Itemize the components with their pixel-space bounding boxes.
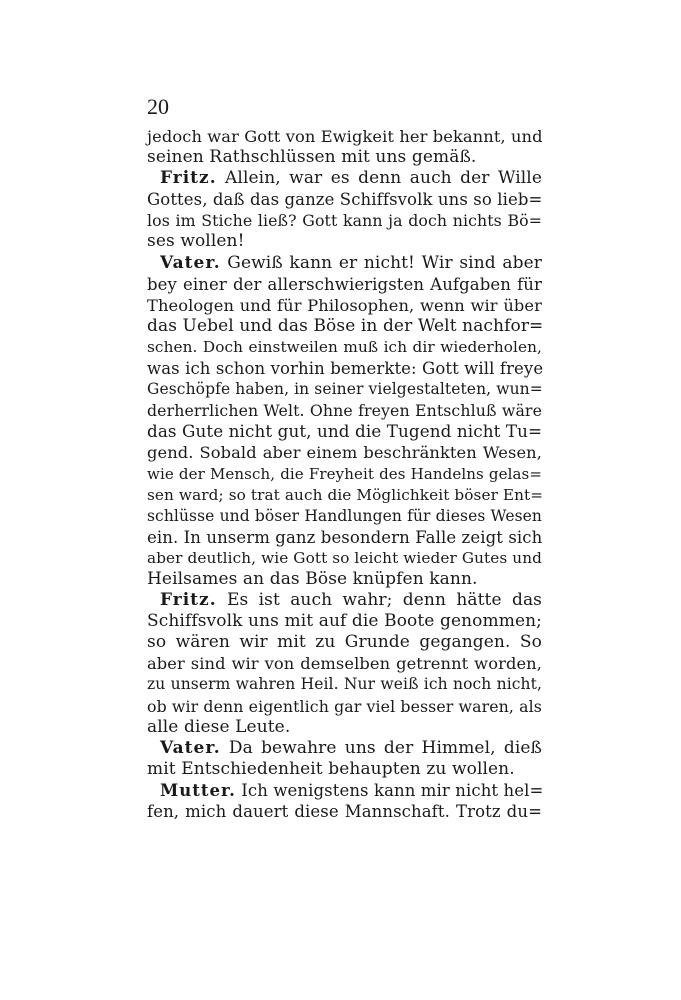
line-text: ein. In unserm ganz besondern Falle zeigt sich	[147, 527, 543, 547]
line-text: Gottes, daß das ganze Schiffsvolk uns so lieb=	[147, 190, 543, 210]
line-text: sen ward; so trat auch die Möglichkeit böser Ent=	[147, 485, 544, 504]
text-line	[147, 590, 542, 611]
line-text: Ich wenigstens kann mir nicht hel=	[235, 780, 544, 800]
line-text: seinen Rathschlüssen mit uns gemäß.	[147, 147, 477, 168]
line-text: Theologen und für Philosophen, wenn wir über	[147, 295, 542, 315]
text-line	[147, 674, 542, 695]
line-text: schen. Doch einstweilen muß ich dir wiederholen,	[147, 337, 542, 356]
line-text: zu unserm wahren Heil. Nur weiß ich noch nicht,	[147, 675, 542, 694]
text-line	[147, 548, 542, 569]
text-line	[147, 147, 542, 168]
text-line	[147, 189, 542, 210]
line-text: schlüsse und böser Handlungen für dieses Wesen	[147, 506, 542, 525]
line-text: fen, mich dauert diese Mannschaft. Trotz du=	[147, 802, 542, 821]
text-line	[147, 653, 542, 674]
line-text: bey einer der allerschwierigsten Aufgaben für	[147, 274, 542, 294]
line-text: Heilsames an das Böse knüpfen kann.	[147, 568, 478, 589]
text-line	[147, 738, 542, 759]
line-text: ob wir denn eigentlich gar viel besser waren, als	[147, 696, 542, 716]
line-text: wie der Mensch, die Freyheit des Handelns gelas=	[147, 464, 542, 483]
line-text: Da bewahre uns der Himmel, dieß	[220, 737, 542, 758]
text-line	[147, 611, 542, 632]
text-line	[147, 168, 542, 189]
text-line	[147, 527, 542, 548]
text-line	[147, 295, 542, 316]
line-text: mit Entschiedenheit behaupten zu wollen.	[147, 758, 515, 779]
text-line	[147, 126, 542, 147]
text-line	[147, 274, 542, 295]
text-line	[147, 717, 542, 738]
text-line	[147, 759, 542, 780]
text-line	[147, 780, 542, 801]
line-text: aber sind wir von demselben getrennt worden,	[147, 654, 542, 674]
line-text: das Uebel und das Böse in der Welt nachfor=	[147, 315, 544, 336]
line-text: Gewiß kann er nicht! Wir sind aber	[220, 252, 542, 273]
body-text	[147, 126, 542, 822]
line-text: Geschöpfe haben, in seiner vielgestalteten, wun=	[147, 380, 543, 399]
text-line	[147, 801, 542, 822]
line-text: was ich schon vorhin bemerkte: Gott will freye	[147, 359, 544, 379]
speaker-name: Mutter.	[160, 780, 236, 800]
text-line	[147, 358, 542, 379]
text-line	[147, 210, 542, 231]
speaker-name: Fritz.	[160, 590, 217, 611]
text-line	[147, 442, 542, 463]
text-line	[147, 569, 542, 590]
text-line	[147, 421, 542, 442]
text-line	[147, 379, 542, 400]
line-text: aber deutlich, wie Gott so leicht wieder Gutes und	[147, 548, 542, 567]
line-text: Es ist auch wahr; denn hätte das	[216, 590, 542, 611]
text-line	[147, 485, 542, 506]
line-text: gend. Sobald aber einem beschränkten Wesen,	[147, 443, 542, 463]
speaker-name: Vater.	[160, 252, 221, 273]
text-line	[147, 231, 542, 252]
text-line	[147, 316, 542, 337]
line-text: Schiffsvolk uns mit auf die Boote genommen;	[147, 611, 542, 632]
line-text: das Gute nicht gut, und die Tugend nicht Tu=	[147, 421, 543, 442]
line-text: Allein, war es denn auch der Wille	[216, 168, 542, 189]
line-text: alle diese Leute.	[147, 716, 291, 737]
page-number: 20	[147, 94, 169, 119]
line-text: los im Stiche ließ? Gott kann ja doch nichts Bö=	[147, 211, 542, 231]
text-line	[147, 400, 542, 421]
text-line	[147, 253, 542, 274]
text-line	[147, 337, 542, 358]
line-text: derherrlichen Welt. Ohne freyen Entschluß wäre	[147, 401, 542, 421]
text-line	[147, 632, 542, 653]
speaker-name: Vater.	[160, 737, 221, 758]
line-text: ses wollen!	[147, 231, 245, 252]
text-line	[147, 696, 542, 717]
speaker-name: Fritz.	[160, 168, 217, 189]
text-line	[147, 464, 542, 485]
line-text: so wären wir mit zu Grunde gegangen. So	[147, 632, 542, 653]
line-text: jedoch war Gott von Ewigkeit her bekannt, und	[147, 127, 543, 146]
text-line	[147, 506, 542, 527]
